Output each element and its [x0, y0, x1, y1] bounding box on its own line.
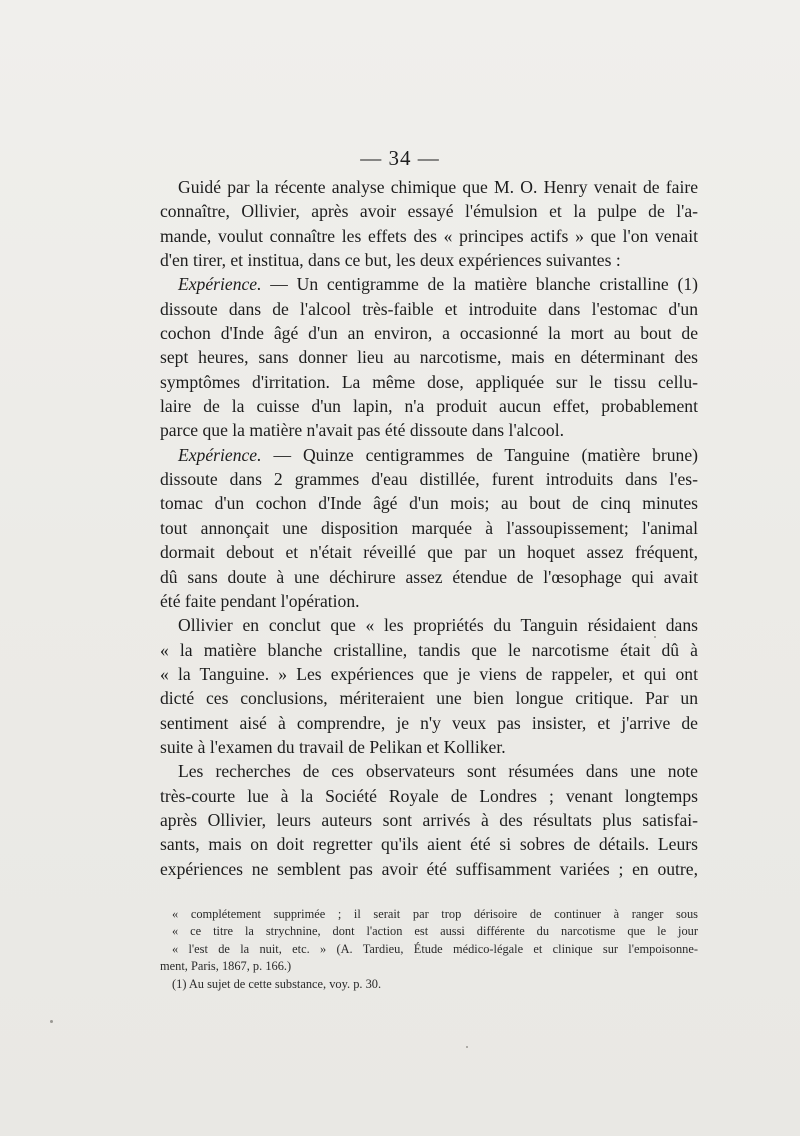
experience-label: Expérience.	[178, 274, 262, 295]
text-fragment: — Un centigramme de la matière blanche cristalline (1)	[261, 274, 698, 295]
text-line: « la matière blanche cristalline, tandis que le narcotisme était dû à	[160, 639, 698, 660]
text-line: sept heures, sans donner lieu au narcotisme, mais en déterminant des	[160, 347, 698, 368]
paragraph-conclusion	[160, 613, 698, 759]
text-line: connaître, Ollivier, après avoir essayé l'émulsion et la pulpe de l'a-	[160, 201, 698, 222]
paper-speck	[50, 1020, 53, 1023]
footnotes	[160, 906, 698, 993]
footnote-line: « complétement supprimée ; il serait par trop dérisoire de continuer à ranger sous	[172, 907, 698, 921]
text-line: très-courte lue à la Société Royale de Londres ; venant longtemps	[160, 785, 698, 806]
paper-speck	[466, 1046, 468, 1048]
text-line: « la Tanguine. » Les expériences que je viens de rappeler, et qui ont	[160, 663, 698, 684]
text-line: Ollivier en conclut que « les propriétés du Tanguin résidaient dans	[178, 615, 698, 636]
text-line: dormait debout et n'était réveillé que par un hoquet assez fréquent,	[160, 542, 698, 563]
text-line: tout annonçait une disposition marquée à l'assoupissement; l'animal	[160, 517, 698, 538]
text-fragment: — Quinze centigrammes de Tanguine (matière brune)	[261, 444, 698, 465]
text-line: sentiment aisé à comprendre, je n'y veux pas insister, et j'arrive de	[160, 712, 698, 733]
text-line: expériences ne semblent pas avoir été suffisamment variées ; en outre,	[160, 858, 698, 879]
paragraph-experience-2	[160, 443, 698, 613]
text-line: suite à l'examen du travail de Pelikan et Kolliker.	[160, 736, 506, 757]
text-line: parce que la matière n'avait pas été dissoute dans l'alcool.	[160, 420, 564, 441]
text-line: mande, voulut connaître les effets des « principes actifs » que l'on venait	[160, 225, 698, 246]
paper-speck	[654, 636, 656, 638]
page-number: — 34 —	[360, 146, 440, 170]
paragraph-experience-1	[160, 272, 698, 442]
text-line: dicté ces conclusions, mériteraient une bien longue critique. Par un	[160, 688, 698, 709]
text-line: dû sans doute à une déchirure assez étendue de l'œsophage qui avait	[160, 566, 698, 587]
footnote-line: « l'est de la nuit, etc. » (A. Tardieu, Étude médico-légale et clinique sur l'empoisonne-	[172, 941, 698, 956]
footnote-line: « ce titre la strychnine, dont l'action est aussi différente du narcotisme que le jour	[172, 924, 698, 939]
body-text	[160, 175, 698, 881]
text-line	[160, 272, 698, 296]
paragraph-intro	[160, 175, 698, 272]
experience-label: Expérience.	[178, 444, 262, 465]
text-line: sants, mais on doit regretter qu'ils aient été si sobres de détails. Leurs	[160, 834, 698, 855]
text-line: d'en tirer, et institua, dans ce but, les deux expériences suivantes :	[160, 250, 621, 271]
paragraph-pelikan	[160, 759, 698, 881]
text-line: dissoute dans de l'alcool très-faible et introduite dans l'estomac d'un	[160, 298, 698, 319]
text-line: symptômes d'irritation. La même dose, appliquée sur le tissu cellu-	[160, 371, 698, 392]
footnote-ref-1: (1) Au sujet de cette substance, voy. p. 30.	[172, 976, 382, 991]
text-line: cochon d'Inde âgé d'un an environ, a occasionné la mort au bout de	[160, 323, 698, 344]
text-line	[160, 443, 698, 467]
footnote-line: ment, Paris, 1867, p. 166.)	[160, 959, 292, 974]
text-line: été faite pendant l'opération.	[160, 590, 360, 611]
text-line: laire de la cuisse d'un lapin, n'a produit aucun effet, probablement	[160, 396, 698, 417]
text-line: tomac d'un cochon d'Inde âgé d'un mois; au bout de cinq minutes	[160, 493, 698, 514]
text-line: Les recherches de ces observateurs sont résumées dans une note	[178, 761, 698, 782]
text-line: dissoute dans 2 grammes d'eau distillée, furent introduits dans l'es-	[160, 469, 698, 490]
text-line: après Ollivier, leurs auteurs sont arrivés à des résultats plus satisfai-	[160, 809, 698, 830]
text-line: Guidé par la récente analyse chimique que M. O. Henry venait de faire	[178, 177, 698, 197]
